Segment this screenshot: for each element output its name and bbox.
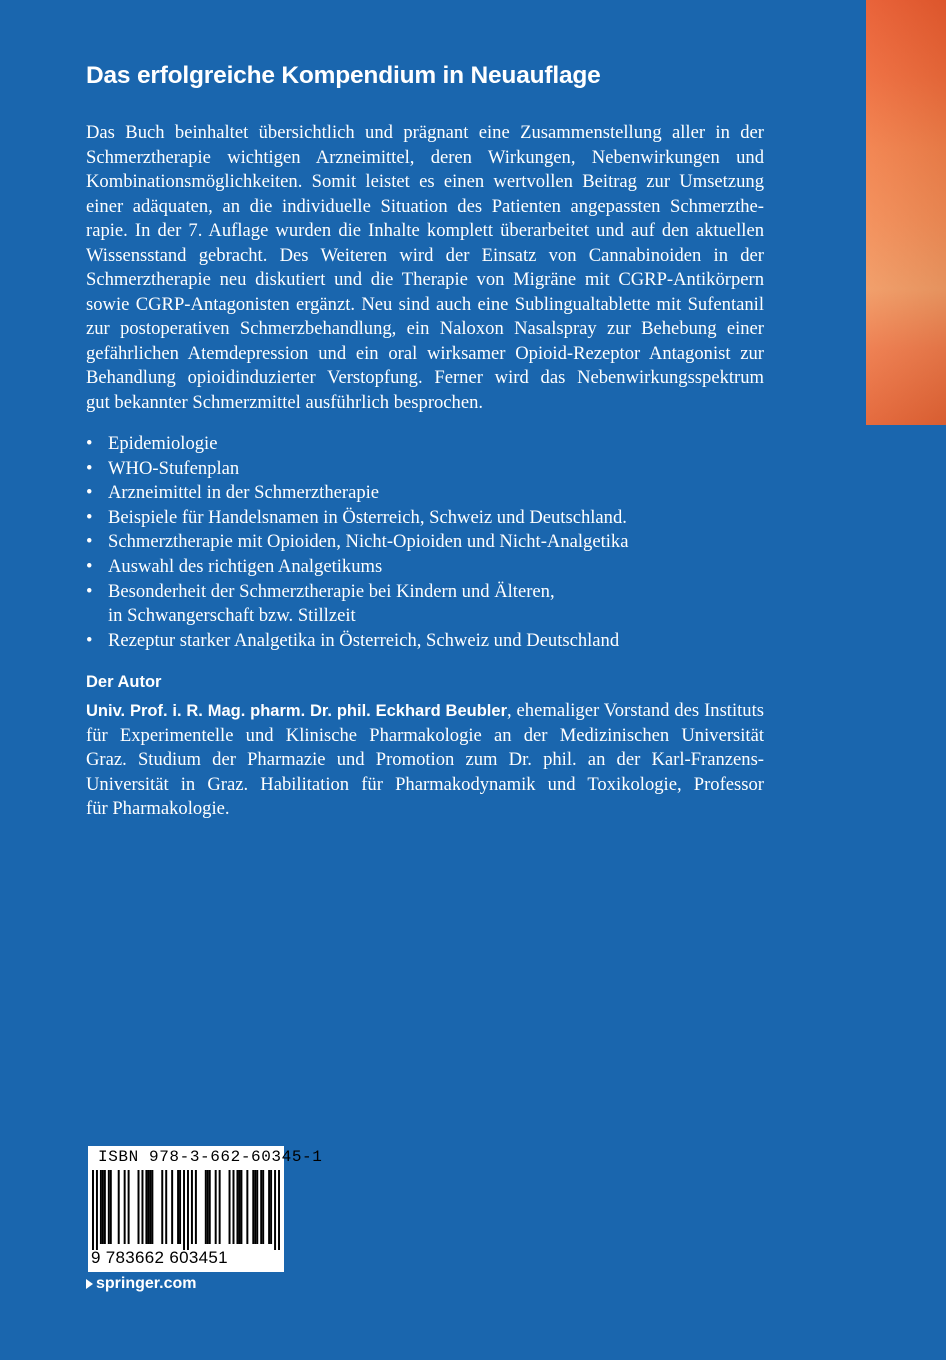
barcode-bar (256, 1170, 258, 1244)
feature-list-item-text: Besonderheit der Schmerztherapie bei Kindern und Älteren, (108, 580, 555, 602)
description-line: Wissensstand gebracht. Des Weiteren wird der Einsatz von Cannabinoiden in der (86, 244, 764, 266)
barcode-bar (177, 1170, 179, 1244)
author-bio-line-1: , ehemaliger Vorstand des Instituts (507, 700, 764, 721)
barcode-bars (92, 1170, 280, 1250)
description-line: gut bekannter Schmerzmittel ausführlich besprochen. (86, 392, 484, 414)
feature-list-item-text: Schmerztherapie mit Opioiden, Nicht-Opioiden und Nicht-Analgetika (108, 531, 629, 553)
barcode-bar (147, 1170, 149, 1244)
barcode-bar (215, 1170, 217, 1244)
description-line: zur postoperativen Schmerzbehandlung, ein Naloxon Nasalspray zur Behebung einer (86, 318, 764, 340)
feature-list-item-text-line2: in Schwangerschaft bzw. Stillzeit (108, 605, 356, 627)
isbn-label: ISBN 978-3-662-60345-1 (98, 1148, 323, 1166)
barcode-bar (278, 1170, 280, 1250)
barcode-bar (252, 1170, 254, 1244)
description-line: sowie CGRP-Antagonisten ergänzt. Neu sind auch eine Sublingualtablette mit Sufentanil (86, 293, 764, 315)
description-line: einer adäquaten, an die individuelle Situation des Patienten angepassten Schmerzthe- (86, 195, 764, 217)
barcode-bar (138, 1170, 140, 1244)
author-bio (86, 698, 764, 821)
barcode-bar (233, 1170, 235, 1244)
barcode-bar (195, 1170, 197, 1244)
feature-list-item (86, 555, 764, 580)
barcode-bar (104, 1170, 106, 1244)
description-line: rapie. In der 7. Auflage wurden die Inhalte komplett überarbeitet und auf den aktuellen (86, 220, 764, 242)
description-line: Das Buch beinhaltet übersichtlich und prägnant eine Zusammenstellung aller in der (86, 122, 764, 143)
barcode-bar (151, 1170, 153, 1244)
feature-list-item (86, 629, 764, 654)
barcode-bar (240, 1170, 242, 1244)
barcode-bar (96, 1170, 98, 1250)
feature-list-item-text: Auswahl des richtigen Analgetikums (108, 555, 383, 577)
feature-list (86, 432, 764, 653)
description-line: Behandlung opioidinduzierter Verstopfung. Ferner wird das Nebenwirkungsspektrum (86, 367, 764, 389)
barcode-bar (268, 1170, 270, 1244)
feature-list-item (86, 457, 764, 482)
barcode-bar (191, 1170, 193, 1244)
feature-list-item-text: WHO-Stufenplan (108, 457, 240, 479)
barcode-bar (100, 1170, 102, 1244)
barcode-bar (270, 1170, 272, 1244)
barcode-bar (207, 1170, 209, 1244)
description-line: Kombinationsmöglichkeiten. Somit leistet es einen wertvollen Beitrag zur Umsetzung (86, 171, 764, 193)
description-line: Schmerztherapie neu diskutiert und die Therapie von Migräne mit CGRP-Antikörpern (86, 269, 764, 291)
ean-digits: 9 783662 603451 (91, 1248, 228, 1267)
barcode-bar (274, 1170, 276, 1250)
barcode-bar (183, 1170, 185, 1250)
barcode-bar (238, 1170, 240, 1244)
barcode-bar (187, 1170, 189, 1250)
author-bio-line: für Experimentelle und Klinische Pharmakologie an der Medizinischen Universität (86, 724, 764, 746)
barcode-bar (141, 1170, 143, 1244)
barcode-bar (145, 1170, 147, 1244)
feature-list-item-text: Arzneimittel in der Schmerztherapie (108, 482, 380, 504)
barcode-bar (260, 1170, 262, 1244)
barcode-bar (165, 1170, 167, 1244)
author-bio-line: Universität in Graz. Habilitation für Pharmakodynamik und Toxikologie, Professor (86, 773, 764, 795)
feature-list-item (86, 432, 764, 457)
barcode-bar (262, 1170, 264, 1244)
barcode-bar (118, 1170, 120, 1244)
cover-sunset-image-strip (866, 0, 946, 425)
barcode-bar (236, 1170, 238, 1244)
description (86, 121, 764, 416)
barcode-bar (92, 1170, 94, 1250)
publisher-link[interactable] (86, 1275, 196, 1293)
barcode-bar (171, 1170, 173, 1244)
author-bio-line: Graz. Studium der Pharmazie und Promotion zum Dr. phil. an der Karl-Franzens- (86, 749, 764, 771)
barcode-bar (205, 1170, 207, 1244)
barcode-bar (209, 1170, 211, 1244)
publisher-url: springer.com (96, 1275, 197, 1292)
barcode-bar (254, 1170, 256, 1244)
barcode-bar (149, 1170, 151, 1244)
feature-list-item (86, 580, 764, 629)
barcode-bar (128, 1170, 130, 1244)
feature-list-item (86, 530, 764, 555)
feature-list-item (86, 506, 764, 531)
author-name: Univ. Prof. i. R. Mag. pharm. Dr. phil. Eckhard Beubler (86, 702, 507, 720)
isbn-barcode (88, 1146, 323, 1272)
barcode-bar (124, 1170, 126, 1244)
arrow-right-icon (86, 1279, 93, 1289)
barcode-bar (161, 1170, 163, 1244)
barcode-bar (229, 1170, 231, 1244)
feature-list-item (86, 481, 764, 506)
barcode-bar (219, 1170, 221, 1244)
description-line: gefährlichen Atemdepression und ein oral wirksamer Opioid-Rezeptor Antagonist zur (86, 342, 764, 364)
barcode-bar (108, 1170, 110, 1244)
author-heading: Der Autor (86, 673, 162, 691)
feature-list-item-text: Beispiele für Handelsnamen in Österreich, Schweiz und Deutschland. (108, 506, 627, 528)
feature-list-item-text: Rezeptur starker Analgetika in Österreich, Schweiz und Deutschland (108, 629, 620, 651)
headline: Das erfolgreiche Kompendium in Neuauflage (86, 62, 601, 89)
author-bio-line: für Pharmakologie. (86, 798, 230, 820)
feature-list-item-text: Epidemiologie (108, 433, 218, 454)
description-line: Schmerztherapie wichtigen Arzneimittel, deren Wirkungen, Nebenwirkungen und (86, 146, 764, 168)
barcode-bar (102, 1170, 104, 1244)
barcode-bar (246, 1170, 248, 1244)
barcode-bar (110, 1170, 112, 1244)
barcode-bar (179, 1170, 181, 1244)
